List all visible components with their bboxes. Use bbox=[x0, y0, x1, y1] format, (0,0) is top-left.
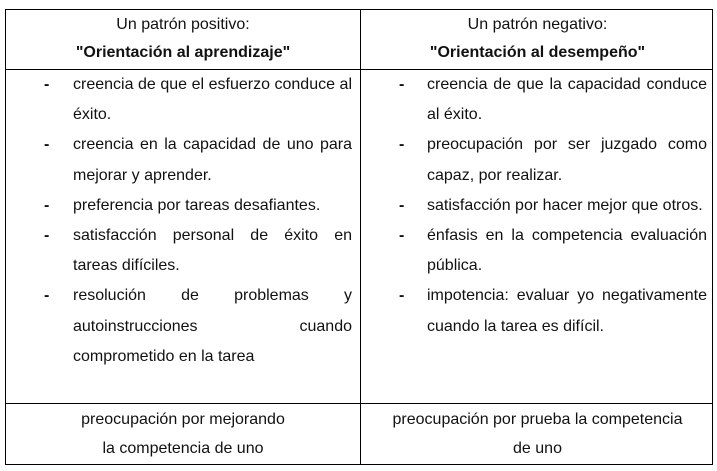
list-item-text: preocupación por ser juzgado como capaz, por realizar. bbox=[427, 136, 707, 184]
footer-negative-line2: de uno bbox=[513, 440, 562, 457]
list-item bbox=[6, 130, 360, 190]
list-item-text: resolución de problemas y autoinstrucciones cuando comprometido en la tarea bbox=[73, 287, 352, 365]
header-positive-title: "Orientación al aprendizaje" bbox=[75, 44, 291, 61]
footer-negative-line1: preocupación por prueba la competencia bbox=[392, 411, 683, 428]
list-item-text: impotencia: evaluar yo negativamente cuando la tarea es difícil. bbox=[427, 287, 707, 335]
list-item-text: énfasis en la competencia evaluación pública. bbox=[427, 227, 707, 275]
negative-list-cell bbox=[361, 70, 714, 403]
bullet: - bbox=[44, 136, 50, 154]
header-positive bbox=[6, 10, 360, 69]
comparison-table bbox=[5, 9, 713, 465]
bullet: - bbox=[44, 227, 50, 245]
bullet: - bbox=[44, 196, 50, 214]
list-item bbox=[6, 221, 360, 281]
bullet: - bbox=[399, 287, 405, 305]
list-item bbox=[6, 191, 360, 221]
list-item bbox=[361, 70, 714, 130]
footer-positive bbox=[6, 404, 360, 466]
list-item bbox=[6, 70, 360, 130]
list-item bbox=[6, 281, 360, 372]
list-item-text: creencia de que la capacidad conduce al éxito. bbox=[427, 76, 707, 124]
bullet: - bbox=[44, 76, 50, 93]
bullet: - bbox=[44, 287, 50, 305]
footer-positive-line1: preocupación por mejorando bbox=[81, 411, 285, 428]
bullet: - bbox=[399, 227, 405, 245]
footer-positive-line2: la competencia de uno bbox=[102, 440, 264, 457]
footer-negative bbox=[361, 404, 714, 466]
header-negative bbox=[361, 10, 714, 69]
list-item bbox=[361, 281, 714, 341]
positive-list bbox=[6, 70, 360, 372]
list-item-text: creencia de que el esfuerzo conduce al éxito. bbox=[73, 76, 352, 124]
list-item-text: preferencia por tareas desafiantes. bbox=[73, 196, 321, 214]
list-item bbox=[361, 191, 714, 221]
list-item-text: satisfacción personal de éxito en tareas difíciles. bbox=[73, 227, 352, 275]
bullet: - bbox=[399, 196, 405, 214]
header-positive-subtitle: Un patrón positivo: bbox=[116, 16, 250, 33]
bullet: - bbox=[399, 76, 405, 93]
negative-list bbox=[361, 70, 714, 342]
list-item bbox=[361, 221, 714, 281]
positive-list-cell bbox=[6, 70, 360, 403]
bullet: - bbox=[399, 136, 405, 154]
list-item bbox=[361, 130, 714, 190]
header-negative-subtitle: Un patrón negativo: bbox=[467, 16, 608, 33]
list-item-text: satisfacción por hacer mejor que otros. bbox=[427, 196, 703, 214]
header-negative-title: "Orientación al desempeño" bbox=[429, 44, 646, 61]
list-item-text: creencia en la capacidad de uno para mejorar y aprender. bbox=[73, 136, 352, 184]
